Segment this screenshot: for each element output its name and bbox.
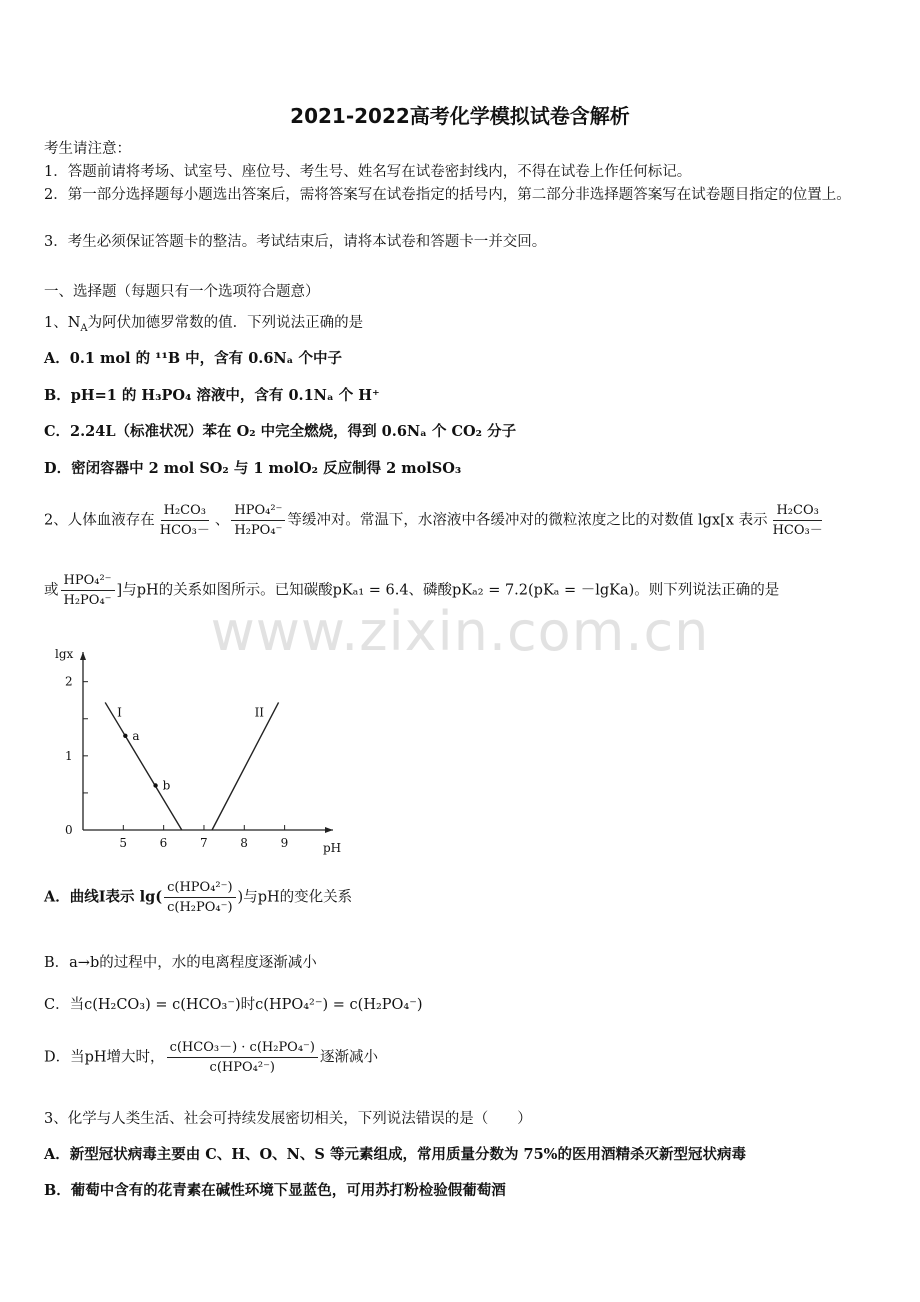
fraction-numerator: H₂CO₃ [161,503,209,521]
fraction-denominator: HCO₃－ [159,523,210,538]
q2-stem-or: 或 [44,582,59,599]
section-heading: 一、选择题（每题只有一个选项符合题意） [44,284,320,300]
notice-item-2: 2．第一部分选择题每小题选出答案后，需将答案写在试卷指定的括号内，第二部分非选择题答案写在试卷题目指定的位置上。 [44,187,851,203]
q3-option-b: B．葡萄中含有的花青素在碱性环境下显蓝色，可用苏打粉检验假葡萄酒 [44,1182,506,1199]
series-line-II [212,702,279,830]
x-tick-label: 9 [280,836,289,850]
q2-option-b: B．a→b的过程中，水的电离程度逐渐减小 [44,955,317,971]
fraction-denominator: c(H₂PO₄⁻) [167,900,233,915]
fraction-denominator: c(HPO₄²⁻) [209,1060,275,1075]
x-axis-label: pH [323,841,342,855]
data-point-label-a: a [132,728,140,743]
x-axis-arrow [325,827,333,833]
q1-stem-sub: A [80,322,88,334]
q3-stem: 3、化学与人类生活、社会可持续发展密切相关，下列说法错误的是（ ） [44,1111,532,1127]
notice-item-1: 1．答题前请将考场、试室号、座位号、考生号、姓名写在试卷密封线内，不得在试卷上作任何标记。 [44,164,692,180]
q1-stem-prefix: 1、N [44,315,81,331]
fraction-numerator: H₂CO₃ [773,503,821,521]
x-tick-label: 5 [119,836,127,850]
fraction-option-a [164,880,235,915]
q2-option-a [44,880,884,915]
q2-option-d [44,1040,884,1075]
q2-option-d-prefix: D．当pH增大时， [44,1049,165,1066]
fraction-denominator: H₂PO₄⁻ [63,593,112,608]
fraction-denominator: H₂PO₄⁻ [234,523,283,538]
x-tick-label: 8 [240,836,248,850]
q2-separator: 、 [214,512,230,529]
fraction-numerator: c(HPO₄²⁻) [164,880,235,898]
series-label-II: II [254,705,265,720]
x-tick-label: 7 [199,836,208,850]
q1-option-a: A．0.1 mol 的 ¹¹B 中，含有 0.6Nₐ 个中子 [44,350,342,367]
fraction-phosphate [231,503,285,538]
q1-option-b: B．pH=1 的 H₃PO₄ 溶液中，含有 0.1Nₐ 个 H⁺ [44,387,380,404]
y-tick-label: 1 [65,748,73,763]
q1-stem-text: 为阿伏加德罗常数的值．下列说法正确的是 [87,315,364,331]
q2-stem-end: ]与pH的关系如图所示。已知碳酸pKₐ₁ = 6.4、磷酸pKₐ₂ = 7.2(pKₐ = －lgKa)。则下列说法正确的是 [116,582,780,599]
q2-stem-intro: 2、人体血液存在 [44,512,155,529]
q2-option-a-prefix: A．曲线Ⅰ表示 lg( [44,888,163,906]
q1-stem [44,312,884,340]
fraction-phosphate-repeat [61,573,115,608]
q2-stem-middle: 等缓冲对。常温下，水溶液中各缓冲对的微粒浓度之比的对数值 lgx[x 表示 [287,512,768,529]
series-line-I [105,702,182,830]
data-point-label-b: b [162,778,171,793]
y-axis-label: lgx [55,647,74,661]
q2-option-d-suffix: 逐渐减小 [320,1049,378,1066]
q2-stem-line2 [44,573,884,608]
x-tick-label: 6 [159,836,168,850]
q2-option-a-suffix: )与pH的变化关系 [237,889,353,906]
q2-stem-line1 [44,503,884,538]
y-tick-label: 2 [65,674,73,689]
q1-option-c: C．2.24L（标准状况）苯在 O₂ 中完全燃烧，得到 0.6Nₐ 个 CO₂ 分子 [44,423,517,440]
lgx-ph-chart [48,642,348,857]
fraction-numerator: HPO₄²⁻ [61,573,115,591]
notice-item-3: 3．考生必须保证答题卡的整洁。考试结束后，请将本试卷和答题卡一并交回。 [44,234,547,250]
q1-option-d: D．密闭容器中 2 mol SO₂ 与 1 molO₂ 反应制得 2 molSO₃ [44,460,462,477]
data-point-a [123,734,127,738]
page-title: 2021-2022高考化学模拟试卷含解析 [290,104,630,128]
watermark: www.zixin.com.cn [210,600,710,663]
notice-heading: 考生请注意： [44,141,131,157]
fraction-carbonate [157,503,213,538]
fraction-numerator: c(HCO₃－) · c(H₂PO₄⁻) [167,1040,318,1058]
q2-option-c: C．当c(H₂CO₃) = c(HCO₃⁻)时c(HPO₄²⁻) = c(H₂PO₄⁻) [44,997,423,1013]
y-tick-label: 0 [65,823,73,837]
data-point-b [153,783,157,787]
series-label-I: I [117,705,122,720]
y-axis-arrow [80,652,86,660]
fraction-numerator: HPO₄²⁻ [231,503,285,521]
fraction-denominator: HCO₃－ [772,523,823,538]
q3-option-a: A．新型冠状病毒主要由 C、H、O、N、S 等元素组成，常用质量分数为 75%的医用酒精杀灭新型冠状病毒 [44,1146,746,1163]
fraction-option-d [167,1040,318,1075]
fraction-carbonate-repeat [770,503,826,538]
